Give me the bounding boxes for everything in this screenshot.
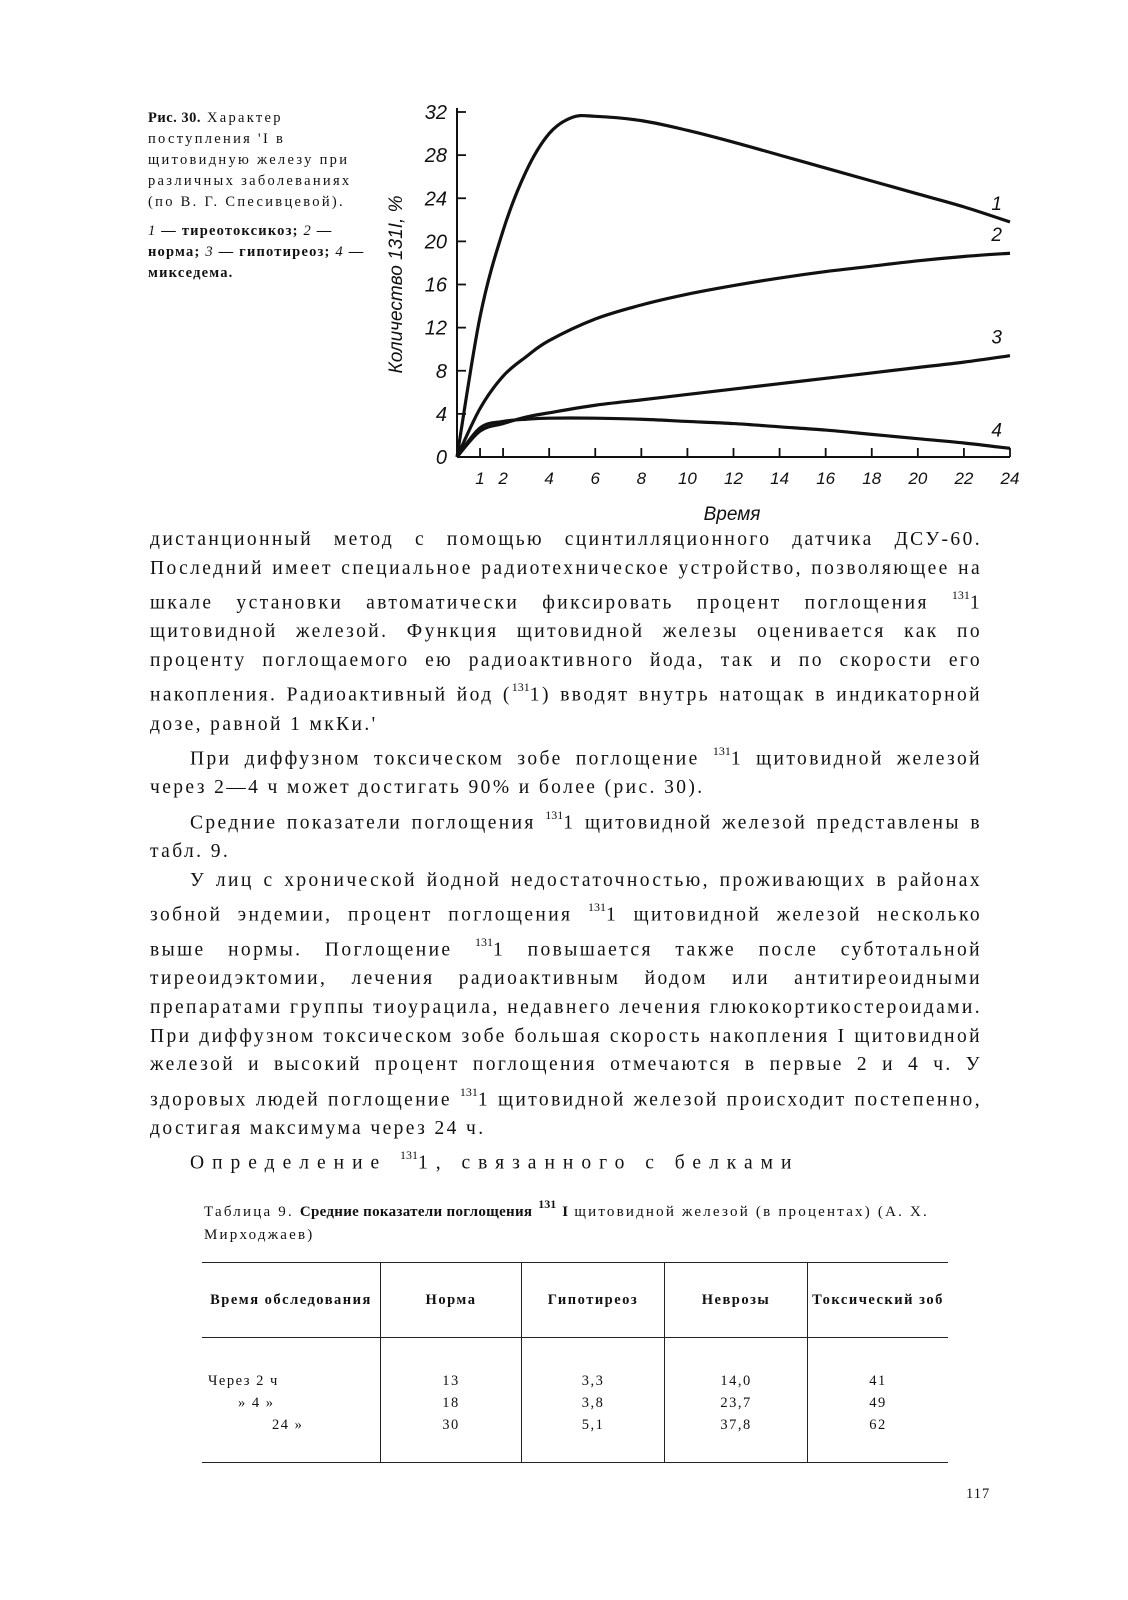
y-axis-label: Количество 131I, % [386,195,407,374]
legend-num: 3 [205,244,214,260]
x-tick-label: 1 [475,469,485,488]
y-tick-label: 32 [424,102,447,124]
caption-legend: 1 — тиреотоксикоз; 2 — норма; 3 — гипотиреоз; 4 — микседема. [148,223,365,281]
x-tick-label: 24 [1000,469,1020,488]
legend-text: микседема. [148,265,234,281]
legend-text: гипотиреоз; [239,244,331,260]
column-header: Токсический зоб [808,1263,949,1338]
figure-caption [148,108,384,284]
legend-num: 1 [148,223,157,239]
nevrozy-cell: 14,0 23,7 37,8 [665,1338,808,1463]
y-tick-label: 28 [424,145,447,168]
series-label-4: 4 [991,420,1002,442]
y-tick-label: 8 [435,360,447,383]
legend-num: 4 [335,244,344,260]
column-header: Неврозы [665,1263,808,1338]
x-tick-label: 16 [816,469,836,488]
x-tick-label: 2 [498,469,508,488]
column-header: Время обследования [202,1263,381,1338]
uptake-table [202,1262,948,1463]
table-row [202,1338,948,1463]
series-line-2 [457,253,1010,457]
x-tick-label: 6 [590,469,600,488]
legend-text: тиреотоксикоз; [181,223,299,239]
x-tick-label: 8 [636,469,647,488]
page-number: 117 [966,1486,991,1502]
body-text [150,526,982,1178]
caption-text: Характер поступления 'I в щитовидную железу при различных заболеваниях (по В. Г. Спесивцевой). [148,110,352,210]
legend-num: 2 [303,223,312,239]
x-tick-label: 22 [954,469,974,488]
x-axis-label: Время [703,504,761,525]
uptake-chart [380,95,1020,525]
series-label-2: 2 [991,225,1002,247]
caption-label: Рис. 30. [148,110,202,126]
y-tick-label: 4 [435,403,447,426]
toks-zob-cell: 41 49 62 [808,1338,949,1463]
series-line-3 [457,356,1010,457]
column-header: Гипотиреоз [522,1263,665,1338]
paragraph: Определение $^{131}$1, связанного с белками [190,1148,800,1174]
paragraph: При диффузном токсическом зобе поглощение $^{131}$1 щитовидной железой через 2—4 ч может достигать 90% и более (рис. 30). [150,744,982,799]
x-tick-label: 20 [908,469,928,488]
paragraph: У лиц с хронической йодной недостаточностью, проживающих в районах зобной эндемии, процент поглощения $^{131}$1 щитовидной железой несколько выше нормы. Поглощение $^{131}$1 повышается также после субтотальной тиреоидэктомии, лечения радиоактивным йодом или антитиреоидными препаратами группы тиоурацила, недавнего лечения глюкокортикостероидами. При диффузном токсическом зобе большая скорость накопления I щитовидной железой и высокий процент поглощения отмечаются в первые 2 и 4 ч. У здоровых людей поглощение $^{131}$1 щитовидной железой происходит постепенно, достигая максимума через 24 ч. [150,869,982,1139]
x-tick-label: 14 [770,469,790,488]
legend-text: норма; [148,244,201,260]
y-tick-label: 12 [424,317,447,340]
table-title: Таблица 9. Средние показатели поглощения $^{131}$ I щитовидной железой (в процентах) (А. Х. Мирходжаев) [204,1197,930,1243]
x-tick-label: 12 [724,469,743,488]
norma-cell: 13 18 30 [381,1338,522,1463]
x-tick-label: 18 [862,469,882,488]
y-tick-label: 24 [424,188,447,211]
y-tick-label: 16 [424,274,447,297]
y-tick-label: 0 [435,447,447,469]
x-tick-label: 4 [544,469,554,488]
y-tick-label: 20 [424,231,447,254]
column-header: Норма [381,1263,522,1338]
table-header-row [202,1263,948,1338]
series-label-1: 1 [991,193,1002,215]
time-cell: Через 2 ч » 4 » 24 » [202,1338,381,1463]
gipotireoz-cell: 3,3 3,8 5,1 [522,1338,665,1463]
paragraph: дистанционный метод с помощью сцинтилляционного датчика ДСУ-60. Последний имеет специальное радиотехническое устройство, позволяющее на шкале установки автоматически фиксировать процент поглощения $^{131}$1 щитовидной железой. Функция щитовидной железы оценивается как по проценту поглощаемого ею радиоактивного йода, так и по скорости его накопления. Радиоактивный йод ($^{131}$1) вводят внутрь натощак в индикаторной дозе, равной 1 мкКи.' [150,529,982,735]
series-label-3: 3 [991,327,1002,349]
x-tick-label: 10 [677,469,697,488]
paragraph: Средние показатели поглощения $^{131}$1 щитовидной железой представлены в табл. 9. [150,807,982,862]
